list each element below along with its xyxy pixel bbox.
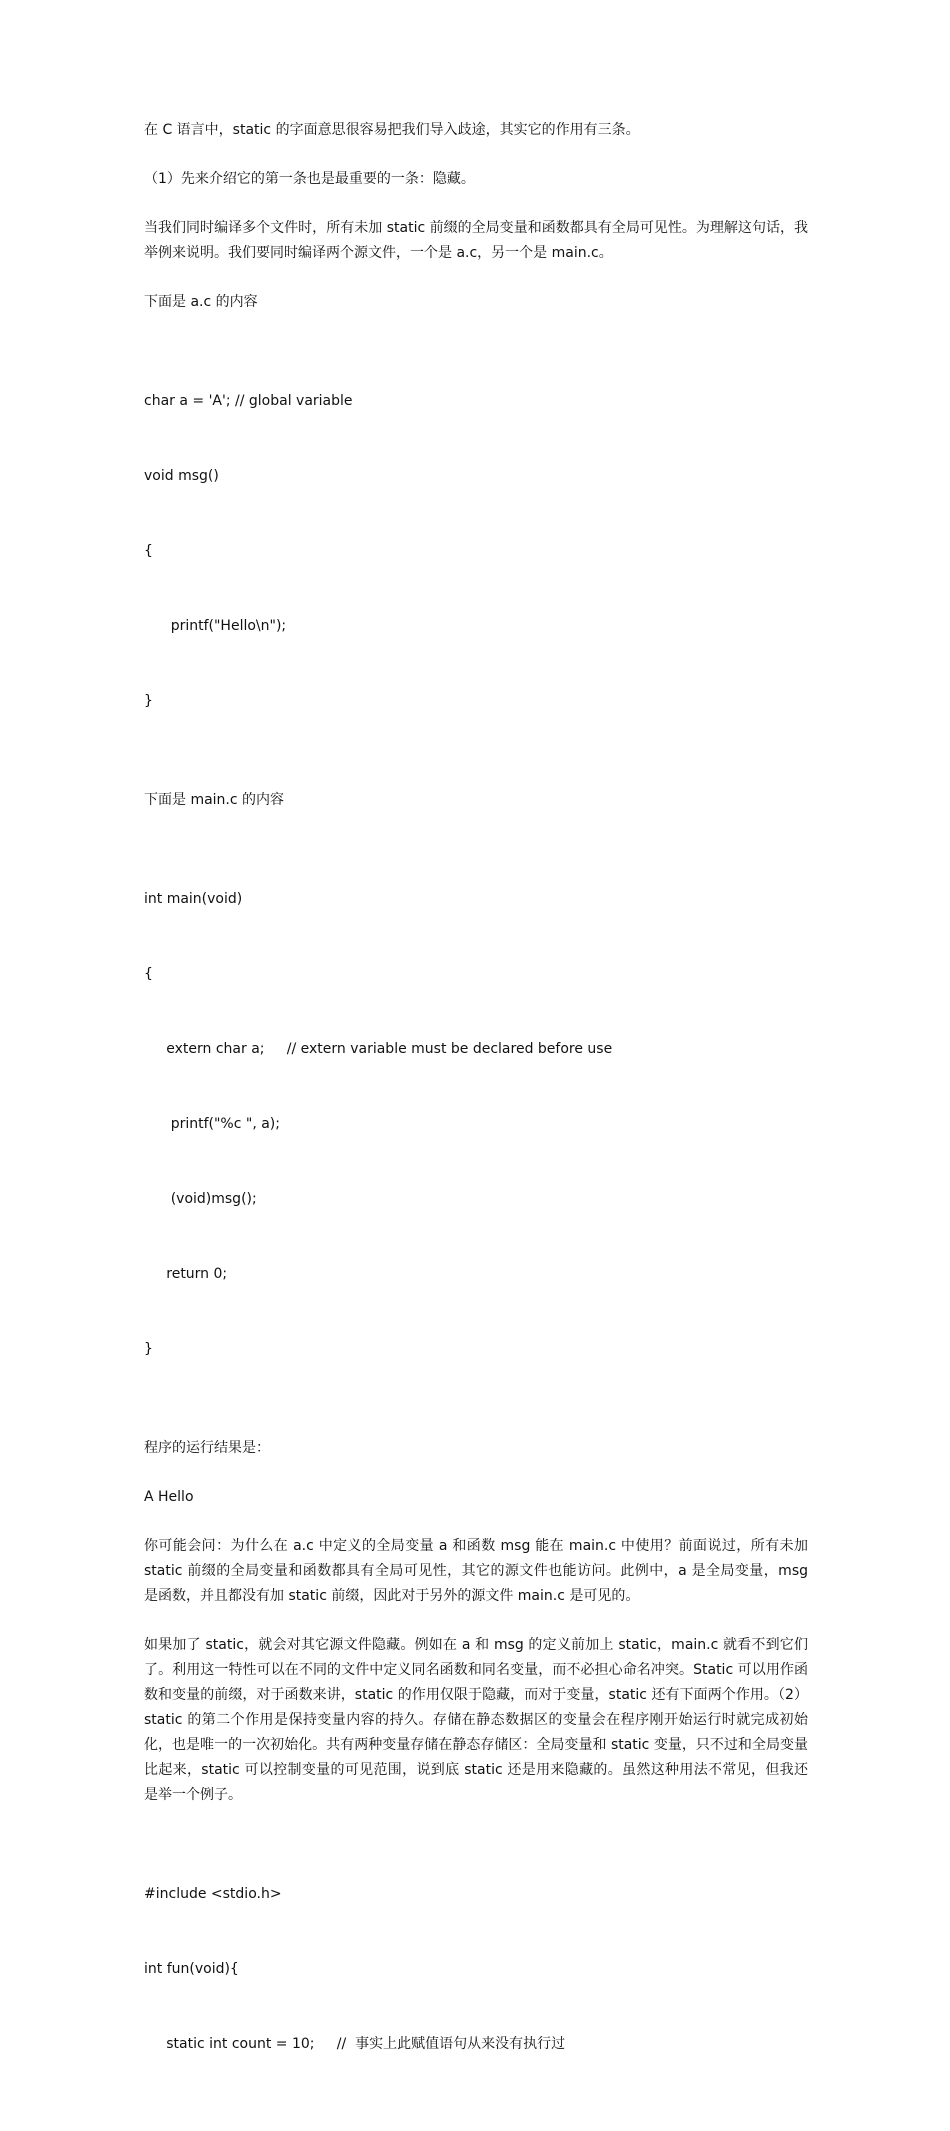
- code-line: extern char a; // extern variable must be declared before use: [144, 1041, 613, 1057]
- question-paragraph: 你可能会问：为什么在 a.c 中定义的全局变量 a 和函数 msg 能在 main.c 中使用？前面说过，所有未加 static 前缀的全局变量和函数都具有全局可见性，其它的源文件也能访问。此例中，a 是全局变量，msg 是函数，并且都没有加 static 前缀，因此对于另外的源文件 main.c 是可见的。: [144, 1538, 808, 1604]
- mainc-label: 下面是 main.c 的内容: [144, 792, 285, 808]
- code-line: int main(void): [144, 891, 243, 907]
- document-page: [144, 118, 808, 2131]
- code-line: char a = 'A'; // global variable: [144, 393, 353, 409]
- code-line: (void)msg();: [144, 1191, 257, 1207]
- code-block-mainc: [144, 837, 808, 1412]
- result-output: A Hello: [144, 1489, 194, 1505]
- code-line: #include <stdio.h>: [144, 1886, 282, 1902]
- explain1-paragraph: 当我们同时编译多个文件时，所有未加 static 前缀的全局变量和函数都具有全局可见性。为理解这句话，我举例来说明。我们要同时编译两个源文件，一个是 a.c，另一个是 main.c。: [144, 220, 808, 261]
- code-line: }: [144, 693, 153, 709]
- code-block-static: [144, 1832, 808, 2107]
- intro-paragraph: 在 C 语言中，static 的字面意思很容易把我们导入歧途，其实它的作用有三条。: [144, 122, 640, 138]
- code-line: return 0;: [144, 1266, 228, 1282]
- code-line: }: [144, 1341, 153, 1357]
- result-label: 程序的运行结果是：: [144, 1440, 270, 1456]
- code-line: {: [144, 966, 153, 982]
- code-line: static int count = 10; // 事实上此赋值语句从来没有执行过: [144, 2036, 566, 2052]
- point1-paragraph: （1）先来介绍它的第一条也是最重要的一条：隐藏。: [144, 171, 475, 187]
- code-line: int fun(void){: [144, 1961, 239, 1977]
- code-block-ac: [144, 339, 808, 764]
- explain2-paragraph: 如果加了 static，就会对其它源文件隐藏。例如在 a 和 msg 的定义前加上 static，main.c 就看不到它们了。利用这一特性可以在不同的文件中定义同名函数和同名变量，而不必担心命名冲突。Static 可以用作函数和变量的前缀，对于函数来讲，static 的作用仅限于隐藏，而对于变量，static 还有下面两个作用。（2）static 的第二个作用是保持变量内容的持久。存储在静态数据区的变量会在程序刚开始运行时就完成初始化，也是唯一的一次初始化。共有两种变量存储在静态存储区：全局变量和 static 变量，只不过和全局变量比起来，static 可以控制变量的可见范围，说到底 static 还是用来隐藏的。虽然这种用法不常见，但我还是举一个例子。: [144, 1637, 808, 1803]
- code-line: {: [144, 543, 153, 559]
- code-line: printf("%c ", a);: [144, 1116, 280, 1132]
- ac-label: 下面是 a.c 的内容: [144, 294, 258, 310]
- code-line: printf("Hello\n");: [144, 618, 287, 634]
- code-line: void msg(): [144, 468, 219, 484]
